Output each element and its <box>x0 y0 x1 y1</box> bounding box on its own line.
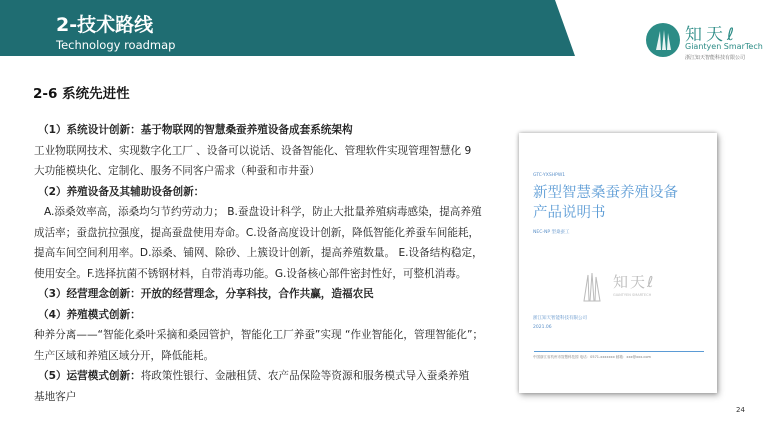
doc-code: GTC-YXSHPW1 <box>533 173 566 178</box>
doc-logo-sub: GIANTYEN SMARTECH <box>613 293 652 297</box>
doc-title <box>533 183 678 223</box>
logo-name: 知天ℓ <box>685 25 739 45</box>
item-1-text: 大功能模块化、定制化、服务不同客户需求（种蚕和市井蚕） <box>34 165 321 177</box>
item-2-title: （2）养殖设备及其辅助设备创新： <box>38 185 205 198</box>
doc-logo-icon <box>578 271 606 303</box>
doc-title-line: 产品说明书 <box>533 205 606 221</box>
item-2-text: 使用安全。F.选择抗菌不锈钢材料，自带消毒功能。G.设备核心部件密封性好，可整机消毒。 <box>34 267 467 280</box>
doc-footer: 中国浙江省杭州市智慧科技园 电话：0571-xxxxxxx 邮箱：xxx@xxx.com <box>533 355 651 359</box>
item-2-text: 成活率；蚕盘抗拉强度，提高蚕盘使用寿命。C.设备高度设计创新，降低智能化养蚕车间能耗， <box>34 226 480 239</box>
item-4-text: 生产区域和养殖区域分开，降低能耗。 <box>34 349 215 362</box>
item-2-text: A.添桑效率高，添桑均匀节约劳动力； B.蚕盘设计科学，防止大批量养殖病毒感染，提高养殖 <box>44 206 482 218</box>
doc-logo-name: 知天ℓ <box>613 273 656 291</box>
item-4-text: 种养分离——“智能化桑叶采摘和桑园管护，智能化工厂养蚕”实现 “作业智能化，管理智能化”； <box>34 329 484 341</box>
doc-divider <box>534 351 704 352</box>
item-5-text: 将政策性银行、金融租赁、农产品保险等资源和服务模式导入蚕桑养殖 <box>140 370 470 382</box>
logo-company: 浙江知天智能科技有限公司 <box>685 55 746 61</box>
item-5-heading: （5）运营模式创新： <box>38 370 141 382</box>
item-1-text: 工业物联网技术、实现数字化工厂 、设备可以说话、设备智能化、管理软件实现管理智慧化 9 <box>34 144 472 157</box>
item-1-title: （1）系统设计创新：基于物联网的智慧桑蚕养殖设备成套系统架构 <box>38 124 353 136</box>
doc-version: NEC-NP 型桑蚕工 <box>533 230 570 235</box>
item-4-title: （4）养殖模式创新： <box>38 308 141 321</box>
content-body <box>34 120 500 407</box>
page-subtitle: Technology roadmap <box>56 38 176 52</box>
item-3-title: （3）经营理念创新：开放的经营理念，分享科技，合作共赢，造福农民 <box>38 288 374 300</box>
doc-date: 2021.06 <box>533 325 552 330</box>
item-5-title <box>38 366 500 387</box>
page-title: 2-技术路线 <box>56 14 154 36</box>
manual-cover-image <box>519 133 717 393</box>
doc-company: 浙江知天智能科技有限公司 <box>533 316 587 321</box>
page-number: 24 <box>736 406 745 414</box>
item-2-text: 提高车间空间利用率。D.添桑、铺网、除砂、上簇设计创新，提高养殖数量。 E.设备结构稳定， <box>34 247 483 259</box>
item-5-text: 基地客户 <box>34 390 77 403</box>
company-logo <box>645 18 765 66</box>
section-title: 2-6 系统先进性 <box>33 86 130 102</box>
doc-title-line: 新型智慧桑蚕养殖设备 <box>533 185 678 201</box>
logo-english: Giantyen SmarTech <box>685 42 763 51</box>
logo-mark-icon <box>645 22 681 58</box>
